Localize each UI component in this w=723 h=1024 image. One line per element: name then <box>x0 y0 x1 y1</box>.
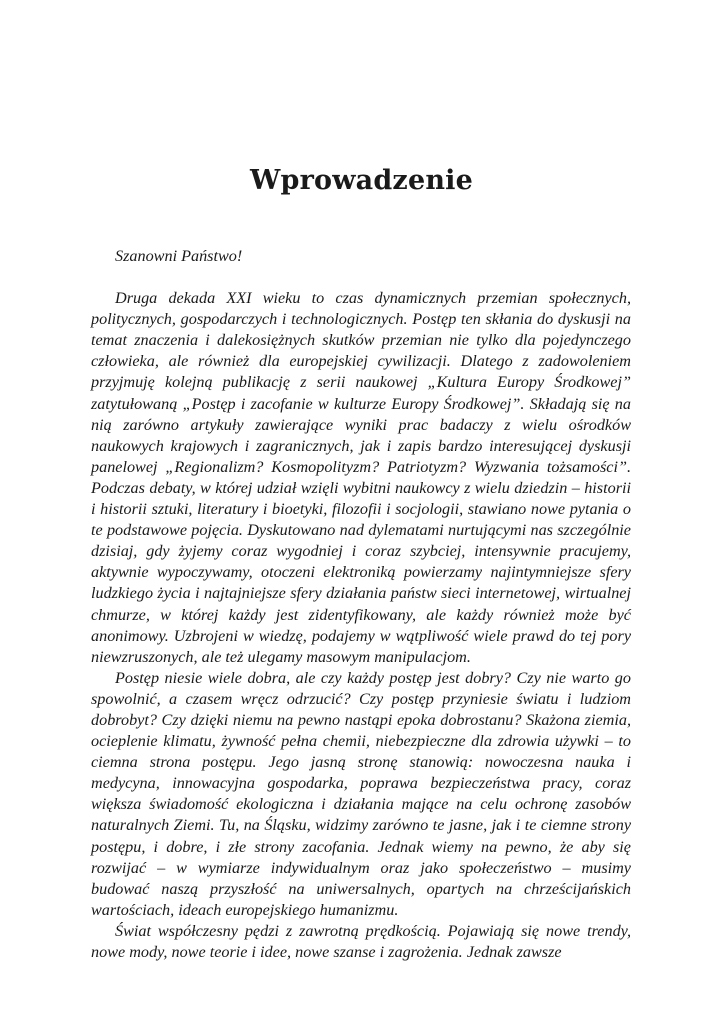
paragraph-1: Druga dekada XXI wieku to czas dynamicznych przemian społecznych, politycznych, gospodarczych i technologicznych. Postęp ten skłania do dyskusji na temat znaczenia i dalekosiężnych skutków przemian nie tylko dla pojedynczego człowieka, ale również dla europejskiej cywilizacji. Dlatego z zadowoleniem przyjmuję kolejną publikację z serii naukowej „Kultura Europy Środkowej” zatytułowaną „Postęp i zacofanie w kulturze Europy Środkowej”. Składają się na nią zarówno artykuły zawierające wyniki prac badaczy z wielu ośrodków naukowych krajowych i zagranicznych, jak i zapis bardzo interesującej dyskusji panelowej „Regionalizm? Kosmopolityzm? Patriotyzm? Wyzwania tożsamości”. Podczas debaty, w której udział wzięli wybitni naukowcy z wielu dziedzin – historii i historii sztuki, literatury i bioetyki, filozofii i socjologii, stawiano nowe pytania o te podstawowe pojęcia. Dyskutowano nad dylematami nurtującymi nas szczególnie dzisiaj, gdy żyjemy coraz wygodniej i coraz szybciej, intensywnie pracujemy, aktywnie wypoczywamy, otoczeni elektroniką powierzamy najintymniejsze sfery ludzkiego życia i najtajniejsze sfery działania państw sieci internetowej, wirtualnej chmurze, w której każdy jest zidentyfikowany, ale każdy również może być anonimowy. Uzbrojeni w wiedzę, podajemy w wątpliwość wiele prawd do tej pory niewzruszonych, ale też ulegamy masowym manipulacjom. <box>91 289 631 666</box>
page-title: Wprowadzenie <box>249 165 474 196</box>
salutation: Szanowni Państwo! <box>115 247 243 265</box>
paragraph-3: Świat współczesny pędzi z zawrotną prędkością. Pojawiają się nowe trendy, nowe mody, nowe teorie i idee, nowe szanse i zagrożenia. Jednak zawsze <box>91 921 631 961</box>
body-text <box>91 246 631 963</box>
paragraph-2: Postęp niesie wiele dobra, ale czy każdy postęp jest dobry? Czy nie warto go spowolnić, a czasem wręcz odrzucić? Czy postęp przyniesie światu i ludziom dobrobyt? Czy dzięki niemu na pewno nastąpi epoka dobrostanu? Skażona ziemia, ocieplenie klimatu, żywność pełna chemii, niebezpieczne dla zdrowia używki – to ciemna strona postępu. Jego jasną stronę stanowią: nowoczesna nauka i medycyna, innowacyjna gospodarka, poprawa bezpieczeństwa pracy, coraz większa świadomość ekologiczna i działania mające na celu ochronę zasobów naturalnych Ziemi. Tu, na Śląsku, widzimy zarówno te jasne, jak i te ciemne strony postępu, i dobre, i złe strony zacofania. Jednak wiemy na pewno, że aby się rozwijać – w wymiarze indywidualnym oraz jako społeczeństwo – musimy budować naszą przyszłość na uniwersalnych, opartych na chrześcijańskich wartościach, ideach europejskiego humanizmu. <box>91 668 631 919</box>
